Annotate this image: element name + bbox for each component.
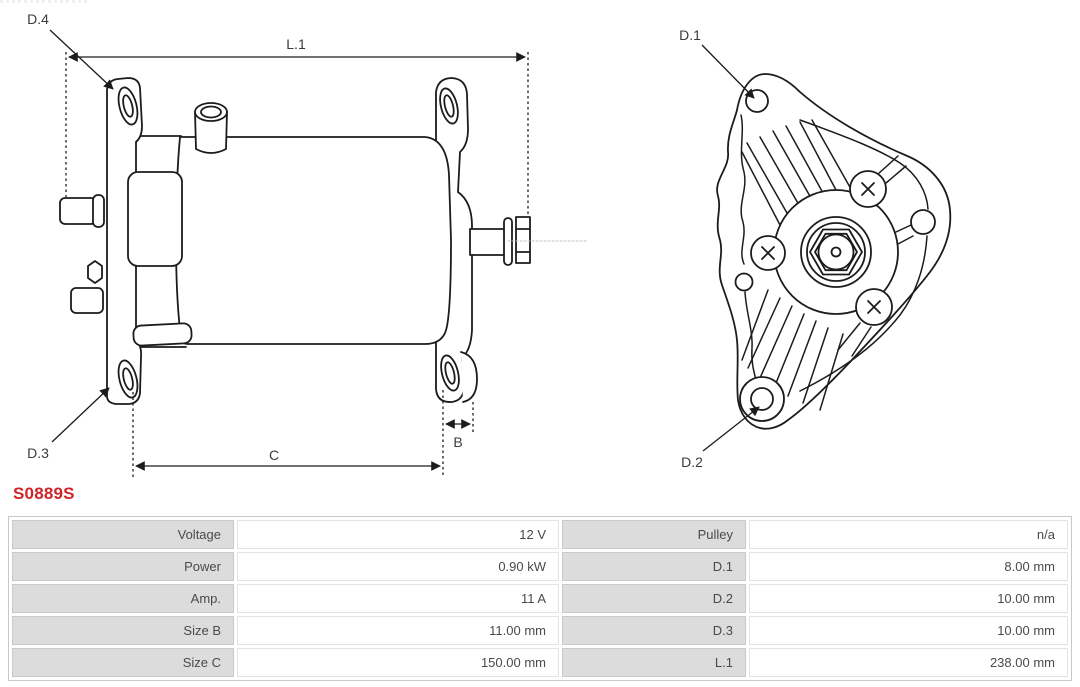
spec-value-size-c: 150.00 mm bbox=[237, 648, 559, 677]
shaft bbox=[470, 229, 505, 255]
spec-label-amp: Amp. bbox=[12, 584, 234, 613]
left-small-hole bbox=[736, 274, 753, 291]
spec-value-d1: 8.00 mm bbox=[749, 552, 1068, 581]
spec-value-pulley: n/a bbox=[749, 520, 1068, 549]
spec-label-l1: L.1 bbox=[562, 648, 746, 677]
spec-label-size-c: Size C bbox=[12, 648, 234, 677]
motor-body bbox=[176, 137, 451, 344]
part-number: S0889S bbox=[13, 484, 75, 503]
dim-label-b: B bbox=[453, 434, 463, 450]
screw-top-right bbox=[850, 171, 886, 207]
right-flange-foot bbox=[461, 352, 477, 402]
dim-label-d1: D.1 bbox=[679, 27, 701, 43]
upper-terminal-stud bbox=[60, 198, 96, 224]
spec-value-l1: 238.00 mm bbox=[749, 648, 1068, 677]
spec-label-pulley: Pulley bbox=[562, 520, 746, 549]
spec-value-d2: 10.00 mm bbox=[749, 584, 1068, 613]
shaft-collar bbox=[516, 217, 530, 263]
dim-label-d3: D.3 bbox=[27, 445, 49, 461]
lower-terminal-stud bbox=[71, 288, 103, 313]
spec-table bbox=[8, 516, 1072, 681]
terminal-nut bbox=[88, 261, 102, 283]
spec-label-size-b: Size B bbox=[12, 616, 234, 645]
spec-label-power: Power bbox=[12, 552, 234, 581]
solenoid bbox=[128, 172, 182, 266]
dim-label-d2: D.2 bbox=[681, 454, 703, 470]
spec-value-power: 0.90 kW bbox=[237, 552, 559, 581]
spec-value-size-b: 11.00 mm bbox=[237, 616, 559, 645]
spec-value-d3: 10.00 mm bbox=[749, 616, 1068, 645]
spec-label-d2: D.2 bbox=[562, 584, 746, 613]
screw-bottom-right bbox=[856, 289, 892, 325]
lower-foot bbox=[133, 323, 192, 346]
end-view bbox=[717, 74, 950, 429]
spec-label-voltage: Voltage bbox=[12, 520, 234, 549]
dim-label-d4: D.4 bbox=[27, 11, 49, 27]
dim-label-c: C bbox=[268, 447, 280, 463]
dim-label-l1: L.1 bbox=[286, 36, 306, 52]
upper-terminal-boss bbox=[93, 195, 104, 227]
right-small-hole bbox=[911, 210, 935, 234]
spec-value-amp: 11 A bbox=[237, 584, 559, 613]
screw-left bbox=[751, 236, 785, 270]
spec-label-d1: D.1 bbox=[562, 552, 746, 581]
spec-label-d3: D.3 bbox=[562, 616, 746, 645]
side-view bbox=[60, 78, 588, 404]
spec-value-voltage: 12 V bbox=[237, 520, 559, 549]
bolt-hole-d2-outer bbox=[740, 377, 784, 421]
